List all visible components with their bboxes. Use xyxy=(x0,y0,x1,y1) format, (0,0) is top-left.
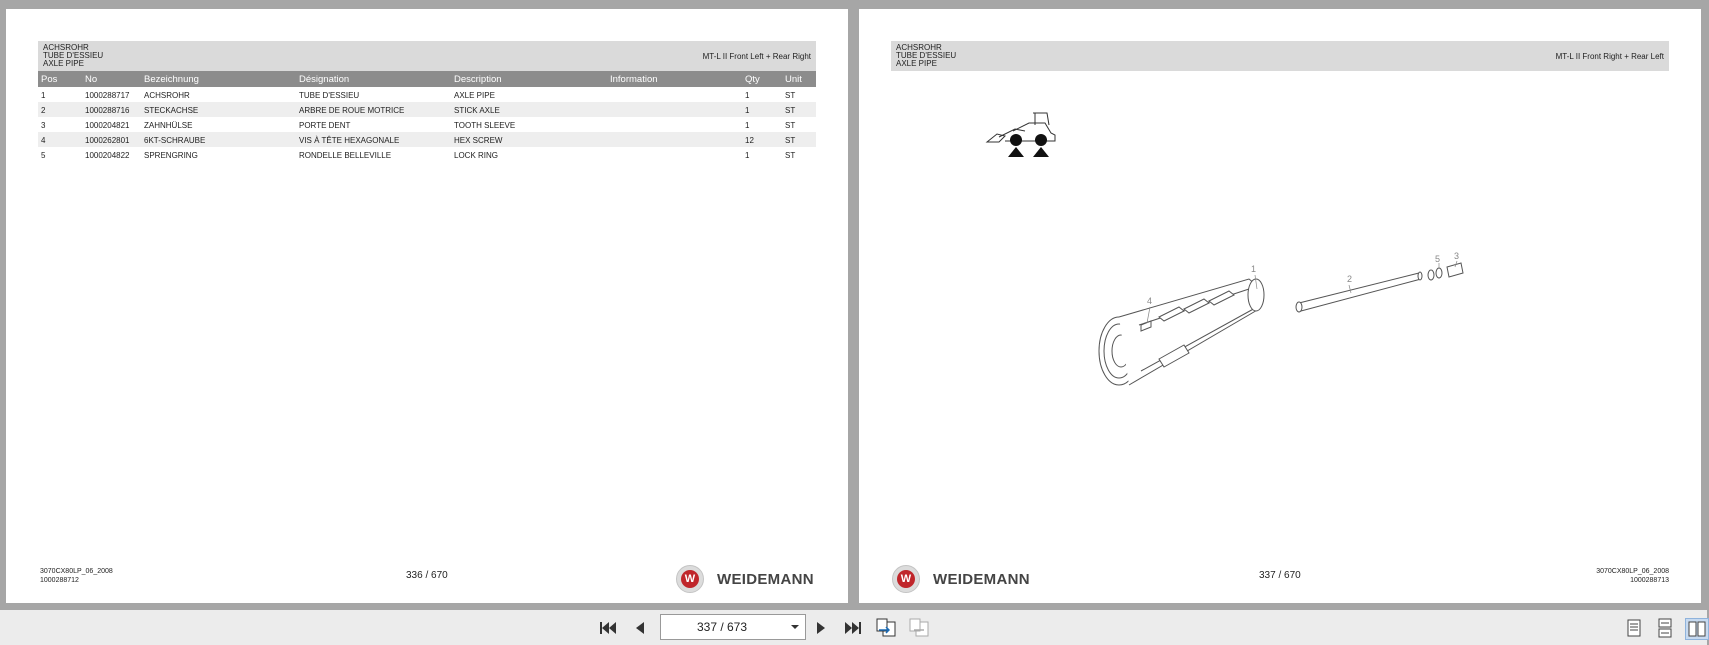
last-page-button[interactable] xyxy=(842,618,864,638)
cell-qty: 1 xyxy=(745,121,750,130)
two-page-view-button[interactable] xyxy=(1685,618,1709,640)
table-row xyxy=(38,102,816,117)
title-fr: TUBE D'ESSIEU xyxy=(43,51,104,60)
page-indicator: 337 / 673 xyxy=(696,620,748,634)
cell-unit: ST xyxy=(785,151,796,160)
cell-bezeichnung: ZAHNHÜLSE xyxy=(144,121,193,130)
cell-unit: ST xyxy=(785,121,796,130)
page-selector[interactable] xyxy=(660,614,806,640)
cell-designation: ARBRE DE ROUE MOTRICE xyxy=(299,106,405,115)
next-page-button[interactable] xyxy=(810,618,832,638)
header-variant: MT-L II Front Right + Rear Left xyxy=(1555,52,1664,61)
cell-no: 1000288716 xyxy=(85,106,130,115)
col-no: No xyxy=(85,74,98,85)
callout-3: 3 xyxy=(1454,251,1460,261)
cell-qty: 1 xyxy=(745,106,750,115)
page-header xyxy=(891,41,1669,71)
header-titles xyxy=(43,44,103,68)
cell-unit: ST xyxy=(785,106,796,115)
table-header xyxy=(38,71,816,87)
cell-description: HEX SCREW xyxy=(454,136,503,145)
doc-code: 3070CX80LP_06_2008 xyxy=(40,568,113,575)
continuous-page-icon xyxy=(1657,619,1673,637)
cell-no: 1000204822 xyxy=(85,151,130,160)
doc-code: 3070CX80LP_06_2008 xyxy=(1596,568,1669,575)
callout-2: 2 xyxy=(1347,274,1353,284)
callout-1: 1 xyxy=(1251,264,1257,274)
viewer-toolbar xyxy=(0,610,1707,645)
header-titles xyxy=(896,44,956,68)
cell-designation: TUBE D'ESSIEU xyxy=(299,91,360,100)
title-de: ACHSROHR xyxy=(896,43,942,52)
logo-wordmark: WEIDEMANN xyxy=(933,570,1030,588)
cell-qty: 1 xyxy=(745,91,750,100)
cell-description: LOCK RING xyxy=(454,151,499,160)
continuous-view-button[interactable] xyxy=(1654,618,1676,638)
title-en: AXLE PIPE xyxy=(43,59,84,68)
cell-pos: 3 xyxy=(41,121,46,130)
cell-description: AXLE PIPE xyxy=(454,91,495,100)
cell-pos: 2 xyxy=(41,106,46,115)
col-pos: Pos xyxy=(41,74,58,85)
page-number: 336 / 670 xyxy=(406,570,448,581)
table-row xyxy=(38,117,816,132)
cell-bezeichnung: SPRENGRING xyxy=(144,151,198,160)
table-row xyxy=(38,87,816,102)
single-page-icon xyxy=(1626,619,1642,637)
first-page-icon xyxy=(599,620,617,636)
callout-4: 4 xyxy=(1147,296,1153,306)
col-bezeichnung: Bezeichnung xyxy=(144,74,199,85)
doc-number: 1000288713 xyxy=(1630,577,1669,584)
doc-number: 1000288712 xyxy=(40,577,79,584)
logo-mark-icon: W xyxy=(892,565,920,593)
cell-no: 1000262801 xyxy=(85,136,130,145)
left-page xyxy=(6,9,848,603)
prev-page-icon xyxy=(633,620,647,636)
chevron-down-icon[interactable] xyxy=(789,619,801,633)
cell-no: 1000204821 xyxy=(85,121,130,130)
first-page-button[interactable] xyxy=(597,618,619,638)
cell-pos: 1 xyxy=(41,91,46,100)
next-page-icon xyxy=(814,620,828,636)
page-header xyxy=(38,41,816,71)
cell-designation: VIS À TÊTE HEXAGONALE xyxy=(299,136,400,145)
callout-5: 5 xyxy=(1435,254,1441,264)
cell-designation: RONDELLE BELLEVILLE xyxy=(299,151,392,160)
last-page-icon xyxy=(844,620,862,636)
col-unit: Unit xyxy=(785,74,802,85)
cell-bezeichnung: ACHSROHR xyxy=(144,91,190,100)
weidemann-logo xyxy=(676,564,814,594)
col-description: Description xyxy=(454,74,502,85)
cell-bezeichnung: STECKACHSE xyxy=(144,106,199,115)
cell-unit: ST xyxy=(785,136,796,145)
header-variant: MT-L II Front Left + Rear Right xyxy=(702,52,811,61)
col-information: Information xyxy=(610,74,658,85)
cell-bezeichnung: 6KT-SCHRAUBE xyxy=(144,136,206,145)
two-page-icon xyxy=(1688,620,1706,638)
col-designation: Désignation xyxy=(299,74,350,85)
logo-wordmark: WEIDEMANN xyxy=(717,570,814,588)
cell-qty: 1 xyxy=(745,151,750,160)
go-forward-view-button[interactable] xyxy=(908,618,930,638)
cell-qty: 12 xyxy=(745,136,754,145)
page-number: 337 / 670 xyxy=(1259,570,1301,581)
table-row xyxy=(38,147,816,162)
cell-description: TOOTH SLEEVE xyxy=(454,121,516,130)
cell-unit: ST xyxy=(785,91,796,100)
title-de: ACHSROHR xyxy=(43,43,89,52)
loader-position-icon xyxy=(985,109,1061,165)
col-qty: Qty xyxy=(745,74,760,85)
parts-table xyxy=(38,71,816,162)
prev-page-button[interactable] xyxy=(629,618,651,638)
title-fr: TUBE D'ESSIEU xyxy=(896,51,957,60)
single-page-view-button[interactable] xyxy=(1623,618,1645,638)
cell-designation: PORTE DENT xyxy=(299,121,351,130)
axle-pipe-exploded-drawing xyxy=(1089,251,1469,429)
weidemann-logo xyxy=(892,564,1030,594)
footer-doc-info xyxy=(1596,567,1669,585)
logo-mark-icon: W xyxy=(676,565,704,593)
title-en: AXLE PIPE xyxy=(896,59,937,68)
table-row xyxy=(38,132,816,147)
cell-no: 1000288717 xyxy=(85,91,130,100)
go-forward-view-icon xyxy=(908,618,930,638)
footer-doc-info xyxy=(40,567,113,585)
cell-description: STICK AXLE xyxy=(454,106,500,115)
right-page xyxy=(859,9,1701,603)
cell-pos: 5 xyxy=(41,151,46,160)
go-back-view-icon xyxy=(875,618,897,638)
go-back-view-button[interactable] xyxy=(875,618,897,638)
cell-pos: 4 xyxy=(41,136,46,145)
